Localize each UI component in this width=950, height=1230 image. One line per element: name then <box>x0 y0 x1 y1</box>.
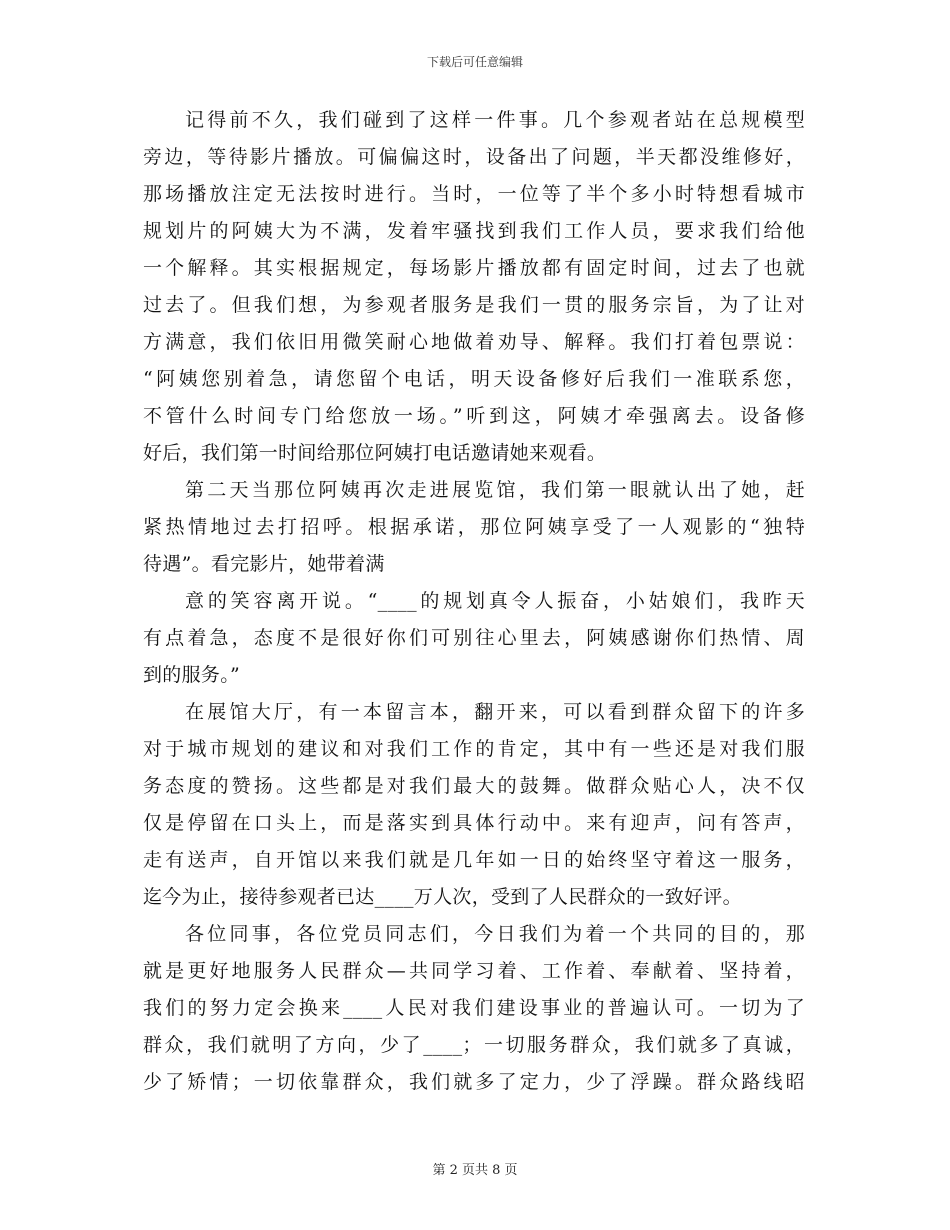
text-line: 少了矫情；一切依靠群众，我们就多了定力，少了浮躁。群众路线昭 <box>143 1071 805 1093</box>
paragraph-3 <box>143 583 805 694</box>
text-line: 群众，我们就明了方向，少了____；一切服务群众，我们就多了真诚， <box>143 1034 805 1056</box>
text-line: 仅是停留在口头上，而是落实到具体行动中。来有迎声，问有答声， <box>143 812 805 834</box>
text-line: 在展馆大厅，有一本留言本，翻开来，可以看到群众留下的许多 <box>185 701 805 723</box>
text-line: 我们的努力定会换来____人民对我们建设事业的普遍认可。一切为了 <box>143 997 805 1019</box>
paragraph-1 <box>143 102 805 472</box>
text-line: 紧热情地过去打招呼。根据承诺，那位阿姨享受了一人观影的“独特 <box>143 516 805 538</box>
text-line: 各位同事，各位党员同志们，今日我们为着一个共同的目的，那 <box>185 923 805 945</box>
text-line: 记得前不久，我们碰到了这样一件事。几个参观者站在总规模型 <box>185 109 805 131</box>
page-header: 下载后可任意编辑 <box>426 55 523 69</box>
page-number-footer: 第 2 页共 8 页 <box>432 1163 518 1178</box>
document-body <box>143 102 805 1101</box>
text-line: 意的笑容离开说。“____的规划真令人振奋，小姑娘们，我昨天 <box>185 590 805 612</box>
text-line: 对于城市规划的建议和对我们工作的肯定，其中有一些还是对我们服 <box>143 738 805 760</box>
text-line: 方满意，我们依旧用微笑耐心地做着劝导、解释。我们打着包票说： <box>143 331 805 353</box>
text-line: 不管什么时间专门给您放一场。”听到这，阿姨才牵强离去。设备修 <box>143 405 805 427</box>
paragraph-5 <box>143 916 805 1101</box>
text-line: 一个解释。其实根据规定，每场影片播放都有固定时间，过去了也就 <box>143 257 805 279</box>
text-line: 待遇”。看完影片，她带着满 <box>143 553 385 575</box>
text-line: 旁边，等待影片播放。可偏偏这时，设备出了问题，半天都没维修好， <box>143 146 805 168</box>
text-line: 走有送声，自开馆以来我们就是几年如一日的始终坚守着这一服务， <box>143 849 805 871</box>
text-line: 就是更好地服务人民群众—共同学习着、工作着、奉献着、坚持着， <box>143 960 805 982</box>
text-line: 那场播放注定无法按时进行。当时，一位等了半个多小时特想看城市 <box>143 183 805 205</box>
text-line: 规划片的阿姨大为不满，发着牢骚找到我们工作人员，要求我们给他 <box>143 220 805 242</box>
text-line: 务态度的赞扬。这些都是对我们最大的鼓舞。做群众贴心人，决不仅 <box>143 775 805 797</box>
text-line: 第二天当那位阿姨再次走进展览馆，我们第一眼就认出了她，赶 <box>185 479 805 501</box>
paragraph-4 <box>143 694 805 916</box>
paragraph-2 <box>143 472 805 583</box>
text-line: “阿姨您别着急，请您留个电话，明天设备修好后我们一准联系您， <box>143 368 805 390</box>
text-line: 迄今为止，接待参观者已达____万人次，受到了人民群众的一致好评。 <box>143 886 742 908</box>
text-line: 好后，我们第一时间给那位阿姨打电话邀请她来观看。 <box>143 442 607 464</box>
text-line: 有点着急，态度不是很好你们可别往心里去，阿姨感谢你们热情、周 <box>143 627 805 649</box>
text-line: 到的服务。” <box>143 664 241 686</box>
text-line: 过去了。但我们想，为参观者服务是我们一贯的服务宗旨，为了让对 <box>143 294 805 316</box>
